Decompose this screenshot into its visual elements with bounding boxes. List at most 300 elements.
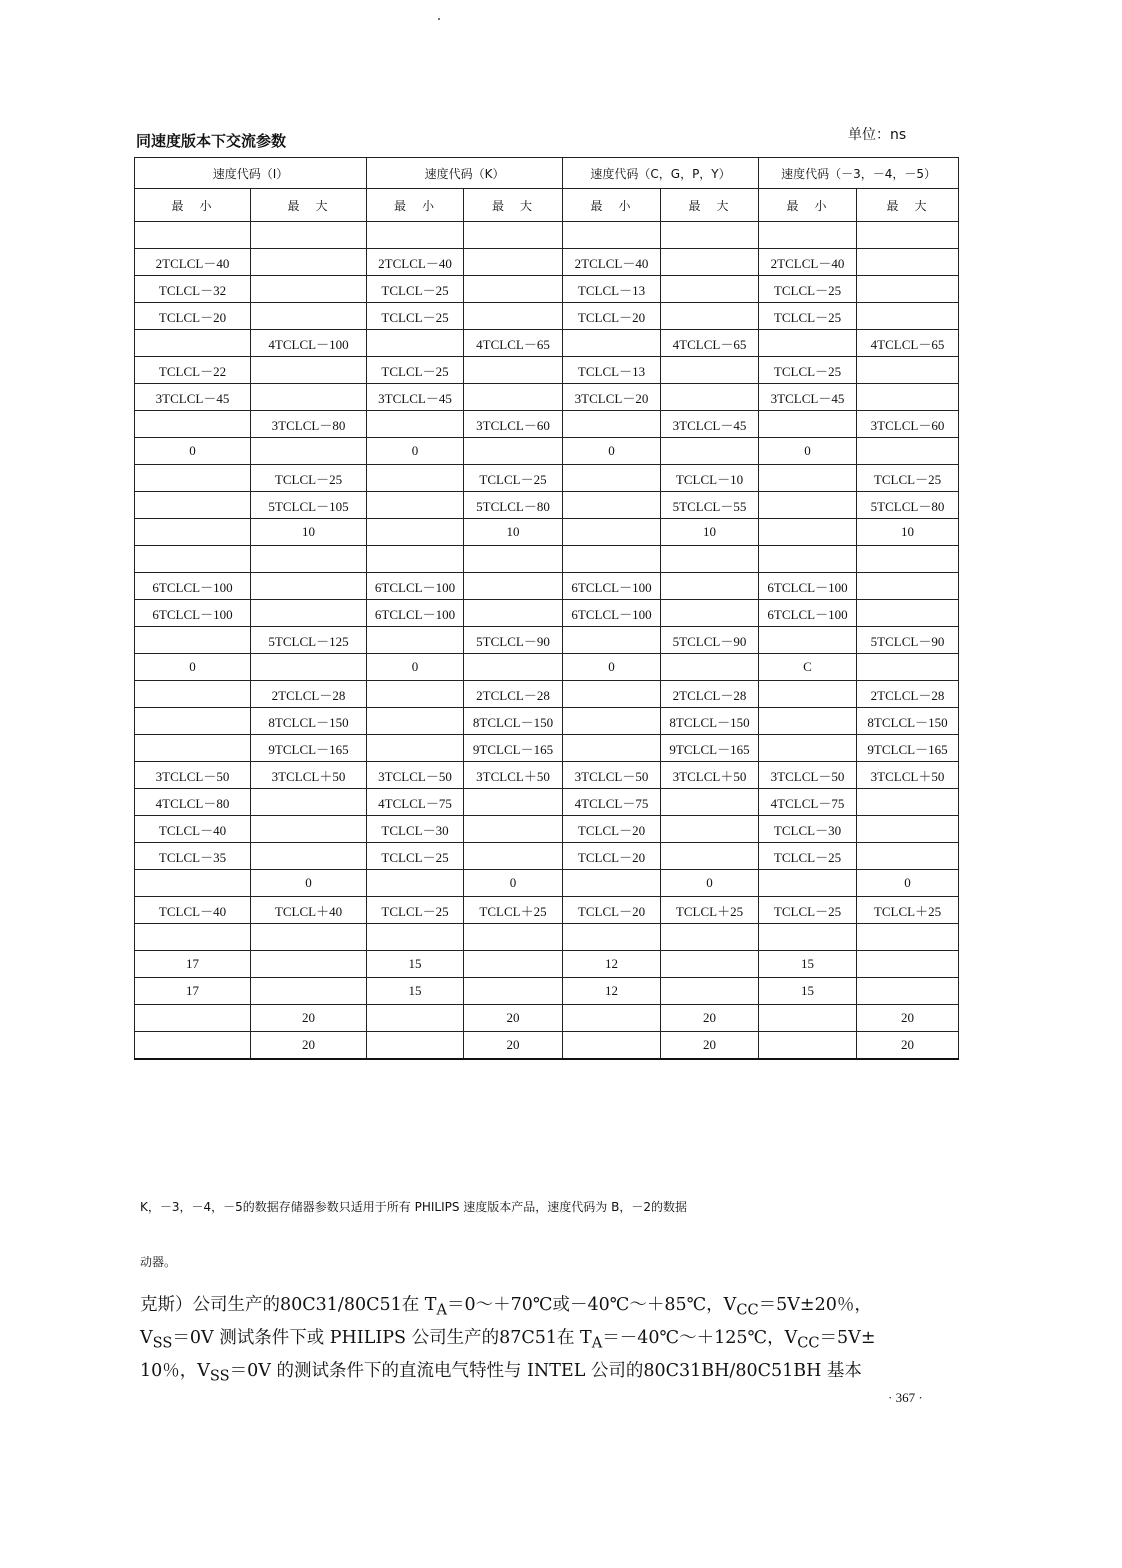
table-cell [251,816,367,843]
table-cell: 10 [857,519,959,546]
table-cell: 5TCLCL－125 [251,627,367,654]
table-cell: TCLCL－20 [563,303,661,330]
table-row [135,357,959,384]
table-cell: 17 [135,978,251,1005]
table-row [135,627,959,654]
table-cell: 2TCLCL－40 [367,249,464,276]
table-cell [367,222,464,249]
table-cell [661,924,759,951]
table-cell: TCLCL＋25 [464,897,563,924]
table-cell: TCLCL－25 [857,465,959,492]
subheader-min: 最 小 [563,189,661,222]
table-row [135,519,959,546]
table-cell: 3TCLCL＋50 [251,762,367,789]
scan-mark [438,18,440,20]
table-cell [857,546,959,573]
table-cell: 10 [464,519,563,546]
table-cell: 6TCLCL－100 [135,600,251,627]
subheader-max: 最 大 [857,189,959,222]
table-cell [759,924,857,951]
table-cell: TCLCL－10 [661,465,759,492]
table-cell: 0 [563,654,661,681]
table-cell: TCLCL－20 [135,303,251,330]
table-cell [251,843,367,870]
table-row [135,411,959,438]
table-cell: 20 [464,1032,563,1060]
table-cell: 20 [661,1005,759,1032]
table-cell: TCLCL－25 [759,276,857,303]
table-cell [251,654,367,681]
table-cell: 4TCLCL－75 [563,789,661,816]
table-cell: 6TCLCL－100 [563,573,661,600]
table-cell [367,411,464,438]
table-cell: 12 [563,978,661,1005]
table-cell: 9TCLCL－165 [661,735,759,762]
table-cell [661,573,759,600]
table-cell: 9TCLCL－165 [857,735,959,762]
table-cell: 3TCLCL－80 [251,411,367,438]
table-cell [251,546,367,573]
table-cell: 12 [563,951,661,978]
table-cell [661,546,759,573]
table-cell: 5TCLCL－90 [857,627,959,654]
table-cell [464,222,563,249]
group-header: 速度代码（－3，－4，－5） [759,158,959,189]
table-cell [464,573,563,600]
table-cell [135,519,251,546]
table-cell: 2TCLCL－28 [251,681,367,708]
table-cell: TCLCL－20 [563,843,661,870]
table-cell [661,816,759,843]
table-cell [367,681,464,708]
table-cell [857,303,959,330]
table-cell: 8TCLCL－150 [661,708,759,735]
table-cell: 0 [367,654,464,681]
table-cell [367,924,464,951]
table-cell [661,438,759,465]
table-cell [857,438,959,465]
paragraph-line-1: 克斯）公司生产的80C31/80C51在 $T_A=0\sim+70℃$或－40℃～＋85℃，$V_{CC}=5V\pm 20$％， [140,1295,872,1319]
table-cell [251,357,367,384]
table-row [135,438,959,465]
table-row [135,276,959,303]
table-row [135,789,959,816]
subheader-min: 最 小 [759,189,857,222]
table-cell [759,1032,857,1060]
table-cell [251,573,367,600]
table-cell [661,951,759,978]
table-cell [661,303,759,330]
table-cell: TCLCL－25 [464,465,563,492]
table-cell [464,654,563,681]
table-cell: 0 [759,438,857,465]
table-cell: 3TCLCL－60 [464,411,563,438]
table-cell [367,1005,464,1032]
footnote: K，－3，－4，－5的数据存储器参数只适用于所有 PHILIPS 速度版本产品，速度代码为 B，－2的数据 [140,1200,687,1214]
table-cell [251,789,367,816]
table-cell [661,249,759,276]
table-cell: C [759,654,857,681]
table-cell [464,924,563,951]
table-cell: TCLCL－13 [563,357,661,384]
table-row [135,735,959,762]
table-cell: 8TCLCL－150 [464,708,563,735]
table-cell: 3TCLCL－45 [759,384,857,411]
table-cell [251,438,367,465]
table-cell [563,465,661,492]
table-cell: 6TCLCL－100 [367,573,464,600]
table-cell [251,303,367,330]
table-cell [661,384,759,411]
table-cell [135,222,251,249]
table-row [135,303,959,330]
table-row [135,897,959,924]
table-cell [857,789,959,816]
table-cell [367,492,464,519]
group-header: 速度代码（C，G，P，Y） [563,158,759,189]
table-cell: 2TCLCL－40 [135,249,251,276]
table-cell [135,492,251,519]
table-cell [857,222,959,249]
table-cell: TCLCL＋25 [661,897,759,924]
table-cell: TCLCL－25 [759,357,857,384]
table-cell [563,1032,661,1060]
table-cell: TCLCL－30 [759,816,857,843]
page-number: · 367 · [888,1390,923,1405]
table-cell: TCLCL－25 [367,303,464,330]
table-cell [135,870,251,897]
table-cell [661,843,759,870]
table-title: 同速度版本下交流参数 [136,132,287,150]
table-cell: 5TCLCL－90 [661,627,759,654]
table-cell [857,276,959,303]
table-cell [367,1032,464,1060]
table-cell [367,627,464,654]
table-cell [464,789,563,816]
table-cell: 8TCLCL－150 [857,708,959,735]
table-cell [759,492,857,519]
table-cell [759,681,857,708]
paragraph-line-3: 10％，$V_{SS}=0V$ 的测试条件下的直流电气特性与 INTEL 公司的80C31BH/80C51BH 基本 [140,1361,862,1385]
table-cell: 2TCLCL－40 [759,249,857,276]
table-cell [857,600,959,627]
table-row [135,924,959,951]
table-cell: 6TCLCL－100 [563,600,661,627]
footnote-continuation: 动器。 [140,1255,177,1269]
table-cell: TCLCL－30 [367,816,464,843]
table-cell [135,546,251,573]
table-cell [563,627,661,654]
table-cell: 3TCLCL－50 [135,762,251,789]
group-header: 速度代码（I） [135,158,367,189]
table-cell [857,249,959,276]
table-cell [135,465,251,492]
table-row [135,600,959,627]
table-cell: TCLCL－25 [367,276,464,303]
table-row [135,816,959,843]
table-cell [464,276,563,303]
table-cell [661,357,759,384]
table-cell [563,681,661,708]
table-cell [857,357,959,384]
table-cell: 0 [563,438,661,465]
table-cell [857,573,959,600]
unit-label: 单位：ns [848,127,907,143]
table-cell: 3TCLCL＋50 [857,762,959,789]
table-cell [135,735,251,762]
table-cell [251,276,367,303]
table-cell: TCLCL－25 [759,897,857,924]
table-row [135,951,959,978]
table-cell [759,708,857,735]
table-row [135,1005,959,1032]
table-row [135,222,959,249]
subheader-row [135,189,959,222]
table-cell [563,519,661,546]
subheader-max: 最 大 [251,189,367,222]
table-row [135,465,959,492]
subheader-max: 最 大 [464,189,563,222]
table-cell: TCLCL－20 [563,816,661,843]
table-cell [857,816,959,843]
table-cell [661,600,759,627]
table-cell: 0 [251,870,367,897]
table-cell [563,222,661,249]
table-cell [251,600,367,627]
table-cell [563,1005,661,1032]
table-cell: 0 [464,870,563,897]
table-cell: TCLCL－40 [135,897,251,924]
table-row [135,762,959,789]
paragraph-line-2: $V_{SS}=0V$ 测试条件下或 PHILIPS 公司生产的87C51在 $T_A=-40℃\sim+125℃$，$V_{CC}=5V\pm$ [140,1328,876,1352]
table-cell: 6TCLCL－100 [759,600,857,627]
table-cell: 20 [857,1032,959,1060]
table-cell [563,546,661,573]
table-cell: 3TCLCL－45 [367,384,464,411]
table-cell [251,249,367,276]
group-header-row [135,158,959,189]
table-cell: 8TCLCL－150 [251,708,367,735]
table-cell: 5TCLCL－55 [661,492,759,519]
subheader-min: 最 小 [367,189,464,222]
table-cell: 6TCLCL－100 [759,573,857,600]
table-cell: 4TCLCL－100 [251,330,367,357]
table-cell [135,411,251,438]
table-row [135,870,959,897]
table-cell [464,384,563,411]
table-row [135,843,959,870]
table-row [135,708,959,735]
table-cell [563,870,661,897]
table-row [135,978,959,1005]
table-cell [464,600,563,627]
table-cell [563,411,661,438]
table-cell: TCLCL－25 [759,843,857,870]
table-cell: 6TCLCL－100 [367,600,464,627]
table-cell [759,627,857,654]
table-cell [563,708,661,735]
table-cell: 3TCLCL－60 [857,411,959,438]
table-cell: 3TCLCL＋50 [661,762,759,789]
table-cell [759,411,857,438]
table-cell: 20 [251,1005,367,1032]
table-cell [135,1005,251,1032]
table-cell: TCLCL－22 [135,357,251,384]
table-cell [759,870,857,897]
table-cell: 4TCLCL－75 [759,789,857,816]
table-cell [367,546,464,573]
table-cell [759,465,857,492]
table-cell: 10 [251,519,367,546]
table-cell [464,249,563,276]
table-cell [857,384,959,411]
table-cell: TCLCL－25 [367,357,464,384]
subheader-min: 最 小 [135,189,251,222]
table-cell [661,276,759,303]
table-cell [759,735,857,762]
table-cell [464,978,563,1005]
table-cell [135,681,251,708]
table-cell: TCLCL－25 [251,465,367,492]
table-row [135,573,959,600]
table-cell [251,951,367,978]
table-cell: TCLCL－13 [563,276,661,303]
table-cell: 3TCLCL－45 [135,384,251,411]
table-cell: 2TCLCL－28 [464,681,563,708]
table-cell: 5TCLCL－105 [251,492,367,519]
table-cell [759,1005,857,1032]
table-row [135,654,959,681]
table-cell [464,951,563,978]
table-cell: TCLCL＋25 [857,897,959,924]
table-cell: 2TCLCL－28 [857,681,959,708]
table-cell: 0 [661,870,759,897]
table-cell [464,546,563,573]
table-cell [759,222,857,249]
table-cell: 0 [135,438,251,465]
table-cell: 3TCLCL－45 [661,411,759,438]
table-cell [759,330,857,357]
table-cell [251,384,367,411]
table-cell: 5TCLCL－80 [464,492,563,519]
table-cell: 4TCLCL－80 [135,789,251,816]
table-cell [367,465,464,492]
table-cell [857,843,959,870]
table-cell: 20 [661,1032,759,1060]
table-cell: 4TCLCL－65 [857,330,959,357]
table-cell [464,438,563,465]
table-cell: 15 [367,978,464,1005]
table-cell: 15 [367,951,464,978]
table-cell [563,330,661,357]
table-cell: 20 [857,1005,959,1032]
table-row [135,330,959,357]
table-cell [857,978,959,1005]
table-cell: 10 [661,519,759,546]
table-cell: 3TCLCL－50 [759,762,857,789]
table-cell: 5TCLCL－90 [464,627,563,654]
table-cell [251,924,367,951]
table-cell: 0 [367,438,464,465]
table-cell [367,330,464,357]
table-cell: 3TCLCL－50 [563,762,661,789]
table-cell: 20 [464,1005,563,1032]
table-cell [367,735,464,762]
table-row [135,681,959,708]
table-cell [464,303,563,330]
group-header: 速度代码（K） [367,158,563,189]
table-cell [367,870,464,897]
table-cell [135,627,251,654]
table-cell: 15 [759,951,857,978]
table-cell [661,789,759,816]
table-cell: 4TCLCL－65 [464,330,563,357]
table-cell: TCLCL－35 [135,843,251,870]
table-cell: 2TCLCL－40 [563,249,661,276]
table-cell: 9TCLCL－165 [251,735,367,762]
table-row [135,1032,959,1060]
table-cell [563,924,661,951]
table-body [135,222,959,1060]
table-cell: TCLCL＋40 [251,897,367,924]
table-cell: 5TCLCL－80 [857,492,959,519]
table-cell [464,357,563,384]
table-cell [135,1032,251,1060]
table-cell: 6TCLCL－100 [135,573,251,600]
table-cell [563,492,661,519]
table-cell: 20 [251,1032,367,1060]
table-row [135,492,959,519]
table-row [135,249,959,276]
table-cell [661,222,759,249]
table-cell [563,735,661,762]
table-cell: 3TCLCL－50 [367,762,464,789]
table-cell [135,924,251,951]
table-cell [857,654,959,681]
table-cell: 0 [857,870,959,897]
table-cell: TCLCL－25 [759,303,857,330]
table-cell: 3TCLCL－20 [563,384,661,411]
table-cell: 3TCLCL＋50 [464,762,563,789]
table-cell: 4TCLCL－75 [367,789,464,816]
table-cell [759,519,857,546]
table-cell: 17 [135,951,251,978]
table-cell: TCLCL－40 [135,816,251,843]
table-row [135,384,959,411]
table-cell [135,708,251,735]
table-cell [367,708,464,735]
table-cell [857,951,959,978]
table-cell: TCLCL－25 [367,843,464,870]
table-cell: 2TCLCL－28 [661,681,759,708]
table-cell [251,222,367,249]
table-cell [661,978,759,1005]
table-cell [464,816,563,843]
table-cell: 15 [759,978,857,1005]
table-cell: 4TCLCL－65 [661,330,759,357]
table-cell: TCLCL－32 [135,276,251,303]
subheader-max: 最 大 [661,189,759,222]
table-cell [135,330,251,357]
table-row [135,546,959,573]
table-cell: 9TCLCL－165 [464,735,563,762]
table-cell [661,654,759,681]
table-cell [857,924,959,951]
ac-parameter-table [134,157,959,1060]
table-cell [251,978,367,1005]
table-cell: 0 [135,654,251,681]
table-cell [759,546,857,573]
